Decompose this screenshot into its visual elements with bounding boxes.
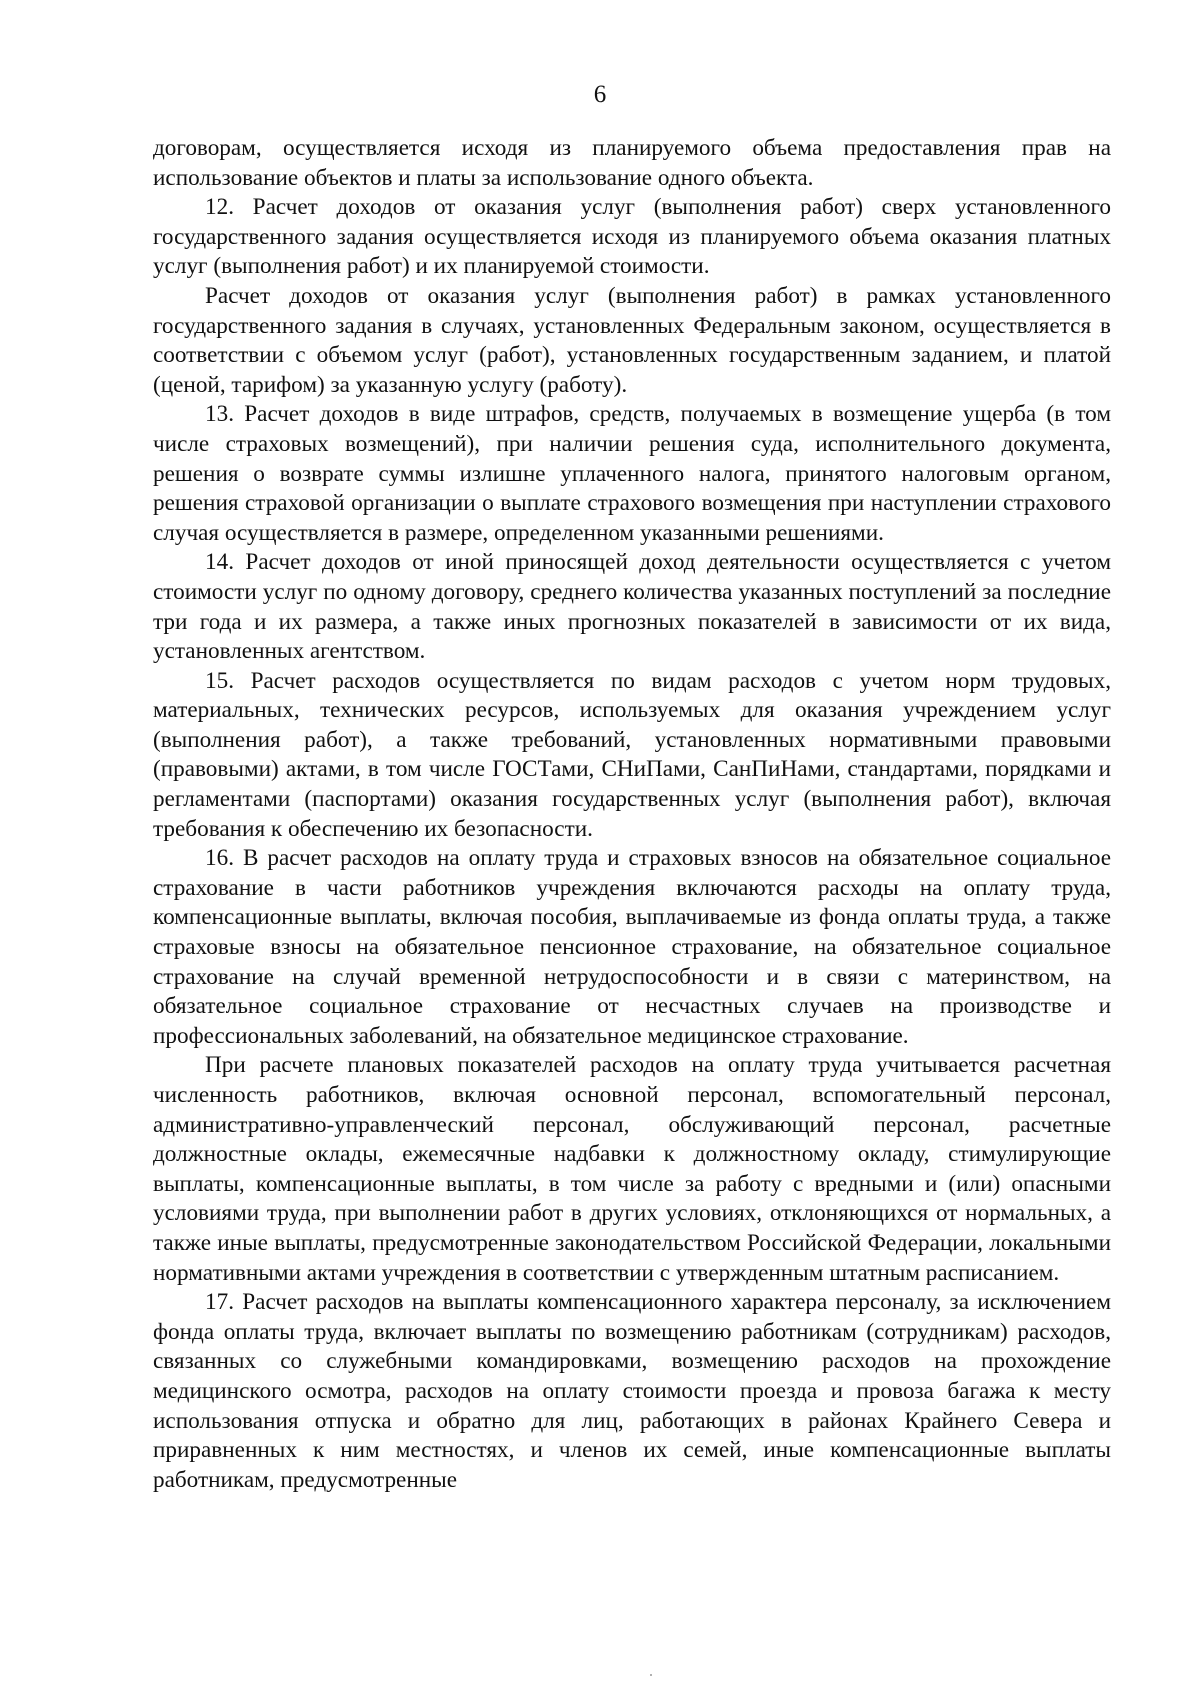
paragraph-item-13: 13. Расчет доходов в виде штрафов, средств, получаемых в возмещение ущерба (в том числе страховых возмещений), при наличии решения суда, исполнительного документа, решения о возврате суммы излишне уплаченного налога, принятого налоговым органом, решения страховой организации о выплате страхового возмещения при наступлении страхового случая осуществляется в размере, определенном указанными решениями. xyxy=(153,401,1111,546)
page-number: 6 xyxy=(593,81,607,108)
paragraph-item-12-income-within-assignment: Расчет доходов от оказания услуг (выполнения работ) в рамках установленного государственного задания в случаях, установленных Федеральным законом, осуществляется в соответствии с объемом услуг (работ), установленных государственным заданием, и платой (ценой, тарифом) за указанную услугу (работу). xyxy=(153,282,1111,398)
paragraph-item-17: 17. Расчет расходов на выплаты компенсационного характера персоналу, за исключением фонда оплаты труда, включает выплаты по возмещению работникам (сотрудникам) расходов, связанных со служебными командировками, возмещению расходов на прохождение медицинского осмотра, расходов на оплату стоимости проезда и провоза багажа к месту использования отпуска и обратно для лиц, работающих в районах Крайнего Севера и приравненных к ним местностях, и членов их семей, иные компенсационные выплаты работникам, предусмотренные xyxy=(153,1289,1111,1493)
paragraph-item-12: 12. Расчет доходов от оказания услуг (выполнения работ) сверх установленного государственного задания осуществляется исходя из планируемого объема оказания платных услуг (выполнения работ) и их планируемой стоимости. xyxy=(153,194,1111,280)
document-body xyxy=(153,134,1111,1495)
paragraph-item-16: 16. В расчет расходов на оплату труда и страховых взносов на обязательное социальное страхование в части работников учреждения включаются расходы на оплату труда, компенсационные выплаты, включая пособия, выплачиваемые из фонда оплаты труда, а также страховые взносы на обязательное пенсионное страхование, на обязательное социальное страхование на случай временной нетрудоспособности и в связи с материнством, на обязательное социальное страхование от несчастных случаев на производстве и профессиональных заболеваний, на обязательное медицинское страхование. xyxy=(153,845,1111,1049)
paragraph-item-14: 14. Расчет доходов от иной приносящей доход деятельности осуществляется с учетом стоимости услуг по одному договору, среднего количества указанных поступлений за последние три года и их размера, а также иных прогнозных показателей в зависимости от их вида, установленных агентством. xyxy=(153,549,1111,665)
paragraph-item-16-planned-indicators: При расчете плановых показателей расходов на оплату труда учитывается расчетная численность работников, включая основной персонал, вспомогательный персонал, административно-управленческий персонал, обслуживающий персонал, расчетные должностные оклады, ежемесячные надбавки к должностному окладу, стимулирующие выплаты, компенсационные выплаты, в том числе за работу с вредными и (или) опасными условиями труда, при выполнении работ в других условиях, отклоняющихся от нормальных, а также иные выплаты, предусмотренные законодательством Российской Федерации, локальными нормативными актами учреждения в соответствии с утвержденным штатным расписанием. xyxy=(153,1052,1111,1286)
paragraph-item-15: 15. Расчет расходов осуществляется по видам расходов с учетом норм трудовых, материальных, технических ресурсов, используемых для оказания учреждением услуг (выполнения работ), а также требований, установленных нормативными правовыми (правовыми) актами, в том числе ГОСТами, СНиПами, СанПиНами, стандартами, порядками и регламентами (паспортами) оказания государственных услуг (выполнения работ), включая требования к обеспечению их безопасности. xyxy=(153,667,1111,842)
paragraph-continuation: договорам, осуществляется исходя из планируемого объема предоставления прав на использование объектов и платы за использование одного объекта. xyxy=(153,135,1111,191)
scan-artifact-dot xyxy=(650,1674,652,1676)
